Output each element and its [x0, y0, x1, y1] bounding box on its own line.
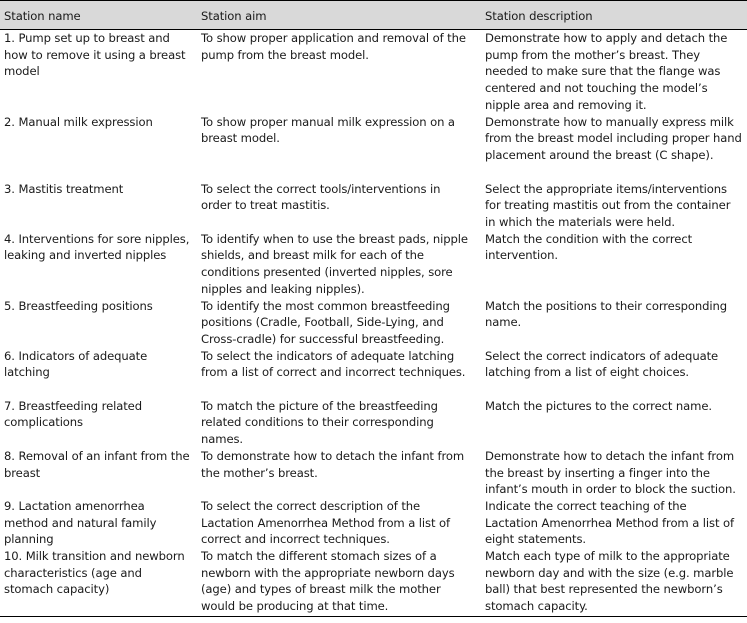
station-name-cell: 10. Milk transition and newborn characteristics (age and stomach capacity): [0, 548, 197, 616]
station-name-cell: 2. Manual milk expression: [4, 114, 153, 129]
station-description-cell: Select the correct indicators of adequate latching from a list of eight choices.: [485, 348, 719, 380]
station-name-cell: 1. Pump set up to breast and how to remove it using a breast model: [4, 31, 186, 79]
station-description-cell: Match the pictures to the correct name.: [485, 398, 712, 413]
station-aim-cell: To identify the most common breastfeeding positions (Cradle, Football, Side-Lying, and Cross-cradle) for successful breastfeeding.: [201, 298, 450, 347]
table-header: [0, 1, 747, 30]
station-aim-cell: To match the picture of the breastfeeding related conditions to their corresponding names.: [201, 398, 438, 447]
station-name-cell: 5. Breastfeeding positions: [4, 298, 153, 313]
station-aim-cell: To match the different stomach sizes of a newborn with the appropriate newborn days (age) and types of breast milk the mother would be producing at that time.: [197, 548, 474, 616]
table-body: [0, 30, 747, 617]
header-station-name: Station name: [0, 1, 197, 30]
table-row: [0, 298, 747, 348]
station-description-cell: Select the appropriate items/interventions for treating mastitis out from the container in which the materials were held.: [485, 181, 731, 229]
station-description-cell: Match each type of milk to the appropriate newborn day and with the size (e.g. marble ball) that best represented the newborn’s stomach capacity.: [474, 548, 747, 616]
station-description-cell: Demonstrate how to manually express milk from the breast model including proper hand placement around the breast (C shape).: [485, 114, 742, 162]
table-row: [0, 448, 747, 498]
station-name-cell: 6. Indicators of adequate latching: [4, 348, 148, 380]
station-aim-cell: To identify when to use the breast pads, nipple shields, and breast milk for each of the conditions presented (inverted nipples, sore nipples and leaking nipples).: [201, 231, 468, 296]
station-aim-cell: To show proper manual milk expression on a breast model.: [201, 114, 455, 146]
station-description-cell: Demonstrate how to apply and detach the pump from the mother’s breast. They needed to make sure that the flange was centered and not touching the model’s nipple area and removing it.: [485, 31, 728, 112]
table-row: [0, 114, 747, 181]
station-name-cell: 3. Mastitis treatment: [4, 181, 124, 196]
station-aim-cell: To show proper application and removal of the pump from the breast model.: [201, 31, 466, 62]
table-row: [0, 498, 747, 548]
header-station-description: Station description: [474, 1, 747, 30]
table-row: [0, 548, 747, 616]
station-name-cell: 7. Breastfeeding related complications: [4, 398, 142, 430]
table-row: [0, 231, 747, 298]
station-name-cell: 9. Lactation amenorrhea method and natural family planning: [4, 498, 157, 547]
table-row: [0, 398, 747, 448]
table-row: [0, 348, 747, 398]
header-row: [0, 1, 747, 30]
table-row: [0, 181, 747, 231]
station-description-cell: Demonstrate how to detach the infant from the breast by inserting a finger into the infant’s mouth in order to block the suction.: [485, 448, 736, 497]
station-name-cell: 8. Removal of an infant from the breast: [4, 448, 190, 480]
station-aim-cell: To select the indicators of adequate latching from a list of correct and incorrect techniques.: [201, 348, 466, 380]
station-aim-cell: To select the correct tools/interventions in order to treat mastitis.: [201, 181, 441, 213]
table-row: [0, 30, 747, 114]
station-description-cell: Indicate the correct teaching of the Lactation Amenorrhea Method from a list of eight statements.: [485, 498, 734, 547]
station-aim-cell: To select the correct description of the Lactation Amenorrhea Method from a list of correct and incorrect techniques.: [201, 498, 450, 547]
station-description-cell: Match the condition with the correct intervention.: [485, 231, 693, 263]
station-aim-cell: To demonstrate how to detach the infant from the mother’s breast.: [201, 448, 465, 480]
station-name-cell: 4. Interventions for sore nipples, leaking and inverted nipples: [4, 231, 190, 263]
header-station-aim: Station aim: [197, 1, 474, 30]
station-description-cell: Match the positions to their corresponding name.: [485, 298, 728, 330]
